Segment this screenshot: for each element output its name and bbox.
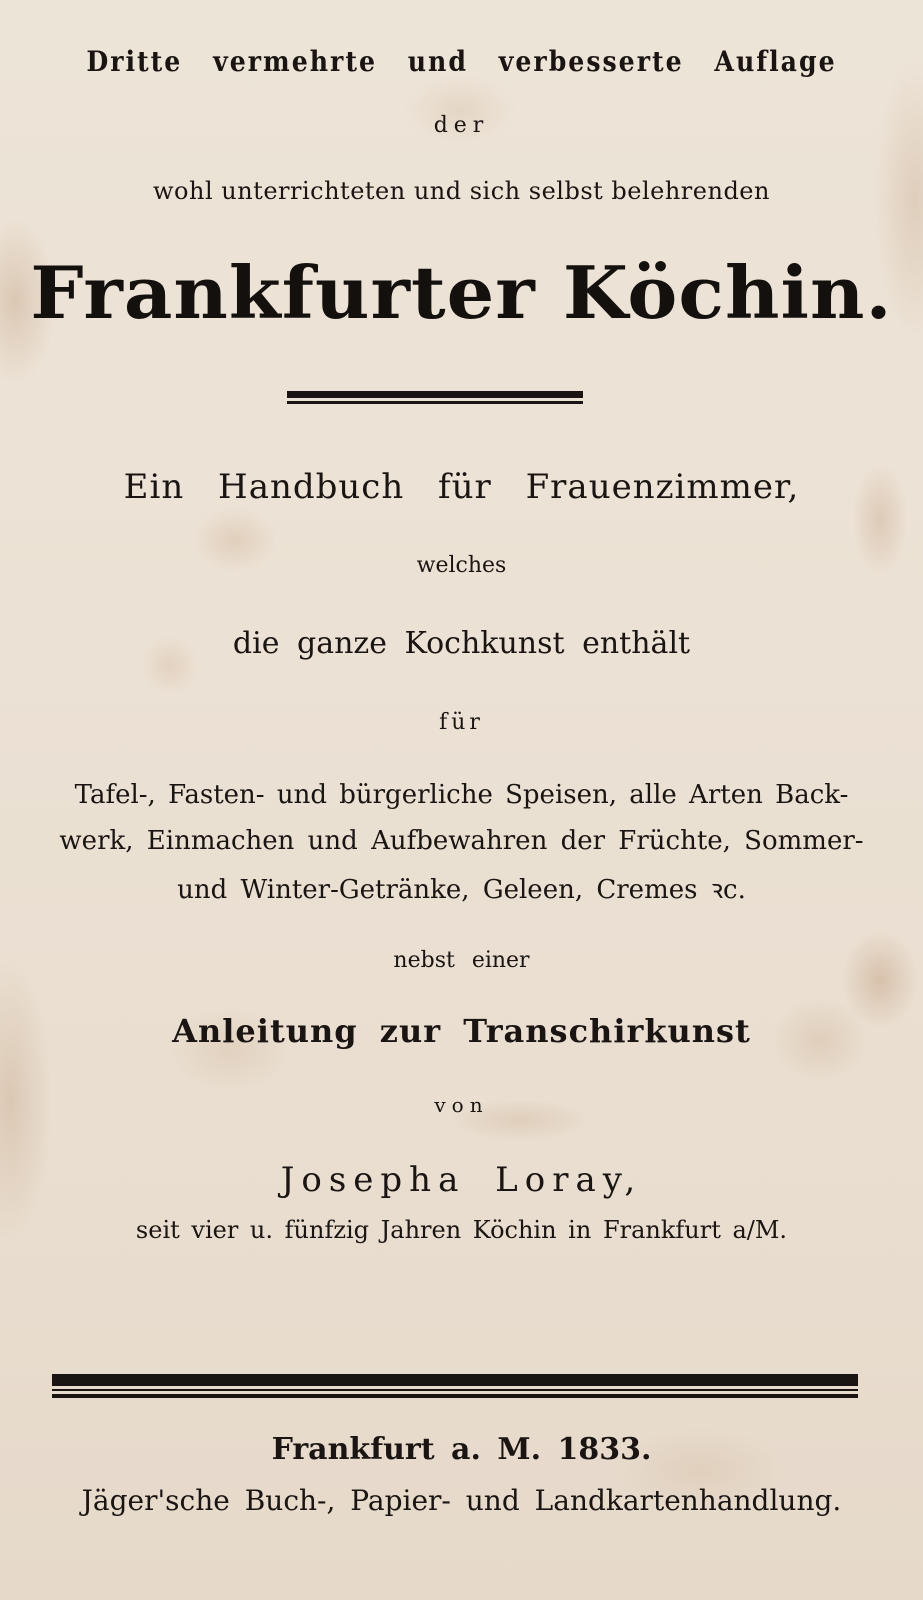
connector-nebst: nebst einer xyxy=(393,948,530,973)
connector-von: von xyxy=(434,1093,489,1117)
contents-line-3: und Winter-Getränke, Geleen, Cremes ꝛc. xyxy=(177,875,746,905)
connector-fuer: für xyxy=(439,710,484,735)
publisher: Jäger'sche Buch-, Papier- und Landkartenhandlung. xyxy=(81,1484,842,1517)
author-description: seit vier u. fünfzig Jahren Köchin in Frankfurt a/M. xyxy=(135,1216,788,1244)
rule-thin-line xyxy=(52,1394,858,1398)
subtitle: Ein Handbuch für Frauenzimmer, xyxy=(123,467,800,507)
content-line: die ganze Kochkunst enthält xyxy=(232,626,691,661)
contents-line-2: werk, Einmachen und Aufbewahren der Früchte, Sommer- xyxy=(59,826,864,856)
connector-welches: welches xyxy=(416,553,507,578)
edition-line: Dritte vermehrte und verbesserte Auflage xyxy=(86,45,837,78)
rule-thick-line xyxy=(52,1374,858,1386)
supplement-title: Anleitung zur Transchirkunst xyxy=(172,1012,751,1050)
decorative-rule-top xyxy=(287,391,583,405)
decorative-rule-bottom xyxy=(52,1374,858,1400)
author-name: Josepha Loray, xyxy=(280,1160,643,1200)
title-descriptor: wohl unterrichteten und sich selbst belehrenden xyxy=(153,177,770,205)
imprint-place-year: Frankfurt a. M. 1833. xyxy=(271,1432,652,1467)
main-title: Frankfurter Köchin. xyxy=(30,250,893,335)
rule-thick-line xyxy=(287,391,583,398)
article-der: der xyxy=(433,113,490,138)
rule-middle-line xyxy=(52,1389,858,1391)
rule-thin-line xyxy=(287,401,583,404)
contents-line-1: Tafel-, Fasten- und bürgerliche Speisen, alle Arten Back- xyxy=(74,780,849,810)
